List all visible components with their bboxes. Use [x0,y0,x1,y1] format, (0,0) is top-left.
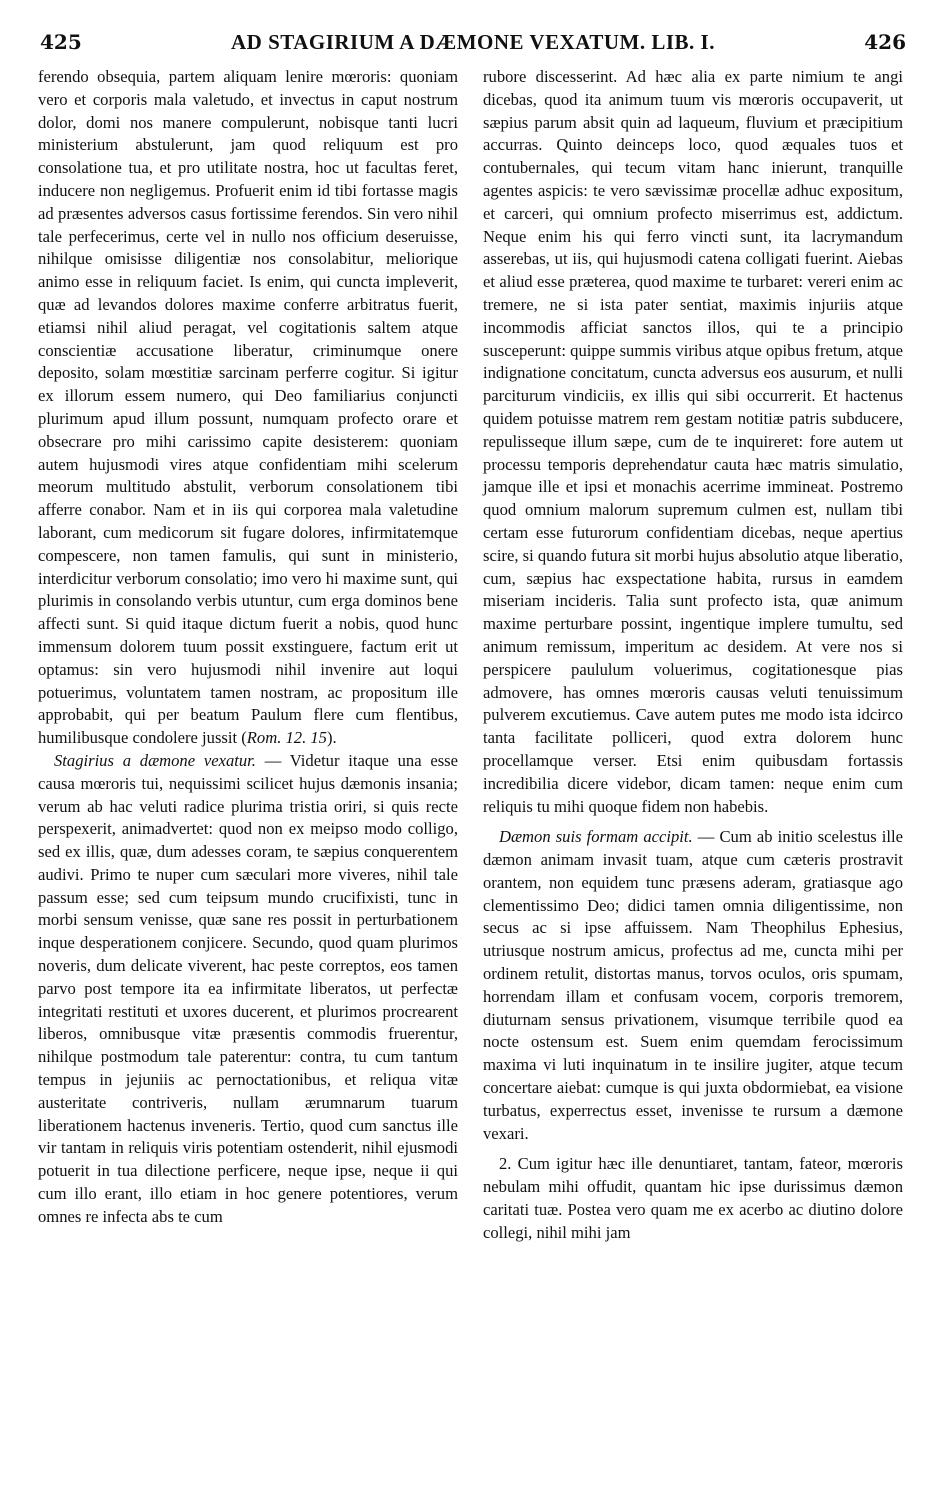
scripture-reference: Rom. 12. 15 [246,728,327,748]
right-paragraph-3: 2. Cum igitur hæc ille denuntiaret, tantam, fateor, mœroris nebulam mihi offudit, quantam hic ipse durissimus dæmon caritati tuæ. Postea vero quam me ex acerbo ac diutino dolore collegi, nihil mihi jam [483,1154,903,1242]
right-paragraph-2 [483,826,903,1145]
section-rubric-daemon: Dæmon suis formam accipit. [499,827,693,847]
running-title: AD STAGIRIUM A DÆMONE VEXATUM. LIB. I. [231,30,715,54]
section-rubric-stagirius: Stagirius a dæmone vexatur. [54,750,256,770]
left-paragraph-2-text: — Videtur itaque una esse causa mœroris tui, nequissimi scilicet hujus dæmonis insania; verum ab hac veluti radice plurima tristia oriri, si quis recte perspexerit, animadvertet: quod non ex meipso modo colligo, sed ex illis, quæ, dum adesses coram, te sæpius conquerentem audivi. Primo te nuper cum sæculari more viveres, nihil tale passum esse; sed cum teipsum mundo crucifixisti, tunc in morbi sensum venisse, quæ sane res possit in perturbationem inque desperationem conjicere. Secundo, quod quam plurimos noveris, dum delicate viverent, hac peste correptos, eos tamen parvo post tempore ita ea infirmitate liberatos, ut perfectæ integritati restituti et uxores ducerent, et plurimos procrearent liberos, omnibusque vitæ præsentis commodis fruerentur, nihilque postmodum tale paterentur: contra, tu cum tantum tempus in jejuniis ac pernoctationibus, et reliqua vitæ austeritate contriveris, nullam ærumnarum tuarum liberationem hactenus inveneris. Tertio, quod cum sanctus ille vir tantam in reliquis viris potentiam ostenderit, nihil ejusmodi potuerit in tua dilectione perficere, neque ipse, neque ii qui cum illo erant, illo etiam in hoc genere potentiores, verum omnes re infecta abs te cum [38,750,458,1226]
running-header [40,30,906,58]
right-paragraph-2-text: — Cum ab initio scelestus ille dæmon animam invasit tuam, atque cum cæteris prostravit orantem, non equidem tunc præsens aderam, gratiasque ago clementissimo Deo; didici tamen omnia diligentissime, non secus ac si ipse affuissem. Nam Theophilus Ephesius, utriusque nostrum amicus, profectus ad me, cuncta mihi per ordinem retulit, distortas manus, torvos oculos, oris spumam, horrendam illam et confusam vocem, corporis tremorem, diuturnam sensus privationem, visumque terribile quod ea nocte ostensum est. Suem enim quemdam ferocissimum maxima vi luti inquinatum in te insilire jugiter, atque tecum concertare aiebat: cumque is qui juxta obdormiebat, ea visione turbatus, experrectus esset, invenisse te rursum a dæmone vexari. [483,827,903,1143]
page-number-left: 425 [40,30,82,54]
left-paragraph-1 [38,66,458,750]
left-paragraph-2 [38,750,458,1229]
left-column [38,66,458,1229]
left-paragraph-1-text: ferendo obsequia, partem aliquam lenire mœroris: quoniam vero et corporis mala valetudo, et invectus in caput nostrum dolor, domi nos manere compulerunt, nobisque tanti lucri ministerium abstulerunt, jam quod reliquum est pro consolatione tua, et pro utilitate nostra, hoc ut facultas feret, inducere non negligemus. Profuerit enim id tibi fortasse magis ad præsentes adversos casus fortissime ferendos. Sin vero nihil tale perfecerimus, certe vel in nullo nos officium deseruisse, nihilque omisisse diligentiæ nos consolabitur, meliorique animo esse in reliquum faciet. Is enim, qui cuncta impleverit, quæ ad levandos dolores maxime conferre arbitratus fuerit, etiamsi nihil aliud peragat, vel cogitationis saltem atque conscientiæ accusatione liberatur, criminumque onere deposito, solam mœstitiæ sarcinam perferre cogitur. Si igitur ex illorum essem numero, qui Deo familiarius conjuncti plurimum apud illum possunt, numquam profecto orare et obsecrare pro mihi carissimo capite desisterem: quoniam autem hujusmodi vires atque confidentiam mihi scelerum meorum multitudo abstulit, verborum consolationem tibi afferre conabor. Nam et in iis qui corporea mala valetudine laborant, cum medicorum sit fugare dolores, infirmitatemque compescere, non tamen famulis, qui sunt in ministerio, interdicitur verborum consolatio; imo vero hi maxime sunt, qui plurimis in consolando verbis utuntur, cum erga dominos bene affecti sunt. Si quid itaque dictum fuerit a nobis, quod hunc immensum dolorem tuum possit exstinguere, factum erit ut optamus: sin vero hujusmodi nihil invenire aut loqui potuerimus, voluntatem tamen nostram, ac propositum ille approbabit, qui per beatum Paulum flere cum flentibus, humilibusque condolere jussit ( [38,67,458,748]
page-number-right: 426 [864,30,906,54]
right-paragraph-1: rubore discesserint. Ad hæc alia ex parte nimium te angi dicebas, quod ita animum tuum vis mœroris occupaverit, ut sæpius parum absit quin ad laqueum, fluvium et præcipitium accurras. Quinto deinceps loco, quod æquales tuos et contubernales, qui tecum vitam hanc inierunt, tranquille agentes aspicis: te vero sævissimæ procellæ adhuc expositum, et carceri, qui omnium profecto miserrimus est, addictum. Neque enim his qui ferro vincti sunt, ita lacrymandum asserebas, ut iis, qui hujusmodi catena colligati fuerint. Aiebas et aliud esse præterea, quod maxime te turbaret: vereri enim ac tremere, ne si ista pater sentiat, maximis injuriis atque incommodis afficiat sanctos illos, qui te a principio susceperunt: quippe summis viribus atque opibus fretum, atque indignatione concitatum, cuncta adversus eos ausurum, et nulli parciturum vindiciis, ex illis qui sibi occurrerit. Et hactenus quidem potuisse matrem rem gestam notitiæ patris subducere, repulisseque illum sæpe, cum de te inquireret: fore autem ut processu temporis deprehendatur cauta hæc matris simulatio, jamque ille et ipsi et monachis acerrime immineat. Postremo quod omnium malorum supremum culmen est, nullam tibi certam esse futurorum confidentiam dicebas, neque apertius scire, si quando futura sit morbi hujus absolutio atque liberatio, cum, sæpius hac exspectatione habita, rursus in eamdem miseriam incideris. Talia sunt profecto ista, quæ animum maxime perturbare possint, ingentique implere tumultu, sed animum remissum, imperitum ac desidem. At vere nos si perspicere paululum voluerimus, cogitationesque pias admovere, has omnes mœroris causas veluti tenuissimum pulverem excutiemus. Cave autem putes me modo ista idcirco tanta facilitate polliceri, quod extra dolorem hunc procellamque verser. Etsi enim quibusdam fortassis incredibilia dicere videbor, dicam tamen: neque enim cum reliquis tu mihi quoque fidem non habebis. [483,67,903,816]
left-paragraph-1-end: ). [326,728,337,748]
right-column [483,66,903,1245]
